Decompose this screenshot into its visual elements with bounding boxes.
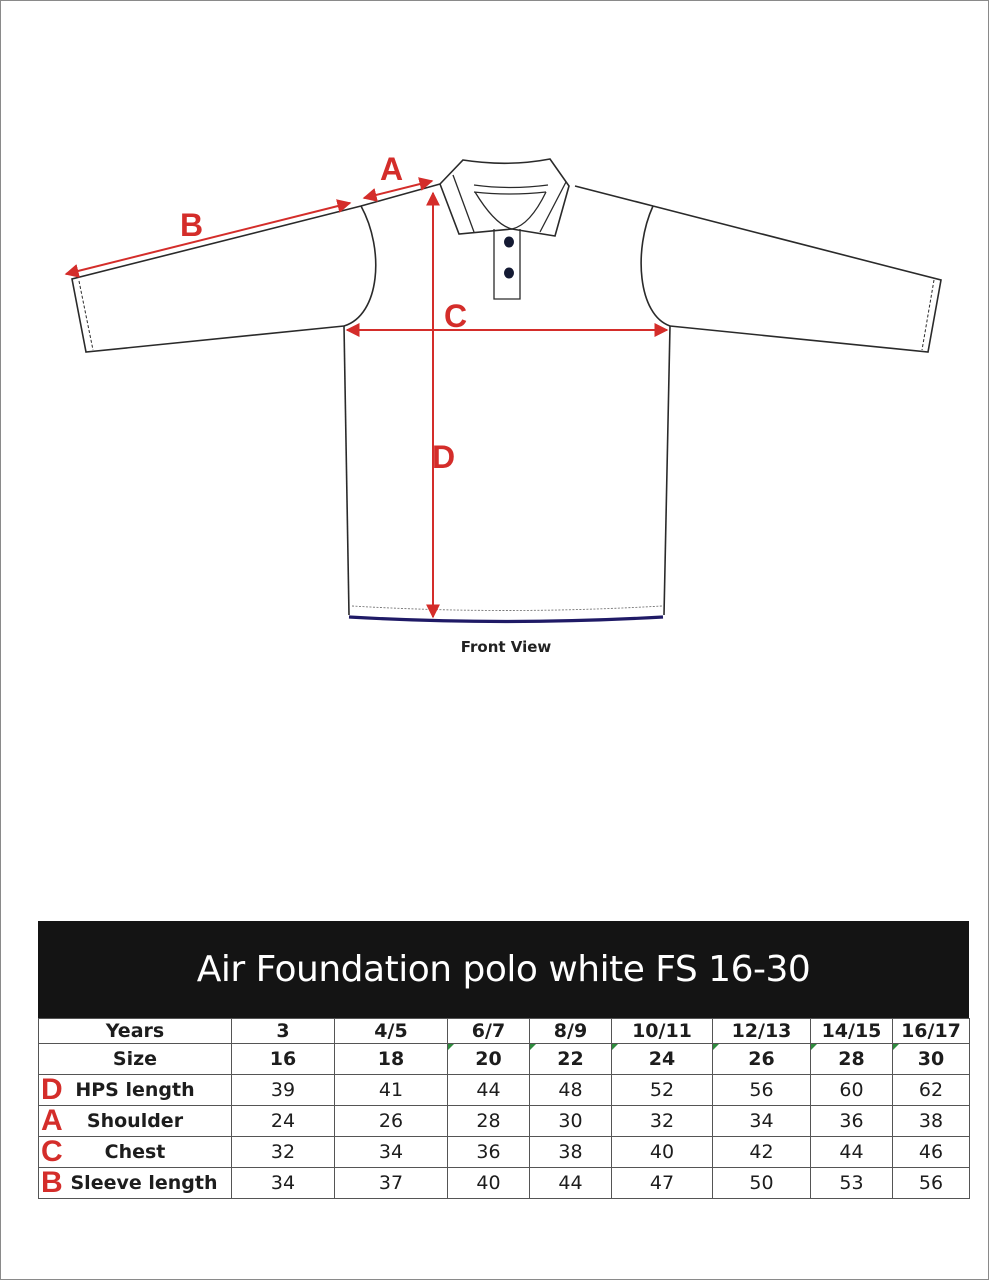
cell-marker-icon bbox=[811, 1044, 817, 1050]
table-cell: 32 bbox=[612, 1106, 713, 1137]
table-cell: 12/13 bbox=[713, 1019, 811, 1044]
table-cell bbox=[713, 1044, 811, 1075]
row-label: Years bbox=[39, 1019, 232, 1044]
table-cell: 53 bbox=[811, 1168, 893, 1199]
table-cell: 44 bbox=[530, 1168, 612, 1199]
table-cell: 37 bbox=[335, 1168, 448, 1199]
row-label-cell bbox=[39, 1137, 232, 1168]
table-cell: 48 bbox=[530, 1075, 612, 1106]
table-cell: 40 bbox=[448, 1168, 530, 1199]
measure-letter: C bbox=[41, 1135, 63, 1168]
measure-label-b: B bbox=[180, 207, 204, 243]
cell-marker-icon bbox=[893, 1044, 899, 1050]
table-cell: 10/11 bbox=[612, 1019, 713, 1044]
table-cell: 38 bbox=[530, 1137, 612, 1168]
table-cell: 32 bbox=[232, 1137, 335, 1168]
front-view-caption: Front View bbox=[460, 638, 552, 656]
table-cell: 30 bbox=[530, 1106, 612, 1137]
measure-letter: A bbox=[41, 1104, 63, 1137]
row-label-cell bbox=[39, 1168, 232, 1199]
table-cell: 36 bbox=[448, 1137, 530, 1168]
table-cell bbox=[612, 1044, 713, 1075]
table-cell: 26 bbox=[335, 1106, 448, 1137]
table-cell: 38 bbox=[893, 1106, 970, 1137]
table-cell bbox=[811, 1044, 893, 1075]
cell-value: 28 bbox=[838, 1048, 865, 1070]
table-cell: 62 bbox=[893, 1075, 970, 1106]
table-cell: 56 bbox=[893, 1168, 970, 1199]
table-cell: 16 bbox=[232, 1044, 335, 1075]
table-cell: 8/9 bbox=[530, 1019, 612, 1044]
table-cell: 46 bbox=[893, 1137, 970, 1168]
table-cell: 60 bbox=[811, 1075, 893, 1106]
row-label: HPS length bbox=[75, 1079, 195, 1101]
table-cell: 56 bbox=[713, 1075, 811, 1106]
cell-marker-icon bbox=[713, 1044, 719, 1050]
table-row-size bbox=[39, 1044, 970, 1075]
table-cell: 36 bbox=[811, 1106, 893, 1137]
row-label: Chest bbox=[104, 1141, 166, 1163]
size-chart bbox=[38, 921, 969, 1199]
size-table bbox=[38, 1018, 970, 1199]
table-cell: 34 bbox=[335, 1137, 448, 1168]
measure-label-c: C bbox=[444, 298, 468, 334]
table-cell: 16/17 bbox=[893, 1019, 970, 1044]
table-cell: 4/5 bbox=[335, 1019, 448, 1044]
cell-value: 20 bbox=[475, 1048, 502, 1070]
table-cell: 39 bbox=[232, 1075, 335, 1106]
cell-value: 30 bbox=[917, 1048, 945, 1070]
table-cell: 44 bbox=[448, 1075, 530, 1106]
table-cell: 28 bbox=[448, 1106, 530, 1137]
table-cell bbox=[893, 1044, 970, 1075]
table-cell: 42 bbox=[713, 1137, 811, 1168]
table-row-years bbox=[39, 1019, 970, 1044]
table-cell bbox=[530, 1044, 612, 1075]
table-row-shoulder bbox=[39, 1106, 970, 1137]
row-label-cell bbox=[39, 1106, 232, 1137]
table-cell: 44 bbox=[811, 1137, 893, 1168]
table-cell: 18 bbox=[335, 1044, 448, 1075]
table-row-sleeve-length bbox=[39, 1168, 970, 1199]
measure-label-a: A bbox=[380, 151, 404, 187]
table-cell: 40 bbox=[612, 1137, 713, 1168]
measure-b-arrow bbox=[66, 203, 350, 274]
table-cell: 34 bbox=[232, 1168, 335, 1199]
measure-letter: D bbox=[41, 1073, 63, 1106]
table-row-hps-length bbox=[39, 1075, 970, 1106]
cell-value: 24 bbox=[648, 1048, 676, 1070]
measure-letter: B bbox=[41, 1166, 63, 1199]
table-cell: 41 bbox=[335, 1075, 448, 1106]
row-label: Shoulder bbox=[86, 1110, 184, 1132]
measure-label-d: D bbox=[432, 439, 456, 475]
cell-marker-icon bbox=[530, 1044, 536, 1050]
button-icon bbox=[504, 237, 514, 248]
table-cell: 34 bbox=[713, 1106, 811, 1137]
table-cell: 50 bbox=[713, 1168, 811, 1199]
table-cell bbox=[448, 1044, 530, 1075]
table-cell: 6/7 bbox=[448, 1019, 530, 1044]
cell-value: 26 bbox=[748, 1048, 775, 1070]
table-row-chest bbox=[39, 1137, 970, 1168]
table-cell: 47 bbox=[612, 1168, 713, 1199]
table-title: Air Foundation polo white FS 16-30 bbox=[38, 921, 969, 1018]
button-icon bbox=[504, 268, 514, 279]
table-cell: 52 bbox=[612, 1075, 713, 1106]
row-label: Sleeve length bbox=[70, 1172, 218, 1194]
cell-marker-icon bbox=[612, 1044, 618, 1050]
cell-value: 22 bbox=[557, 1048, 584, 1070]
row-label: Size bbox=[39, 1044, 232, 1075]
table-cell: 14/15 bbox=[811, 1019, 893, 1044]
table-cell: 3 bbox=[232, 1019, 335, 1044]
table-cell: 24 bbox=[232, 1106, 335, 1137]
cell-marker-icon bbox=[448, 1044, 454, 1050]
row-label-cell bbox=[39, 1075, 232, 1106]
hem-band bbox=[349, 617, 663, 622]
